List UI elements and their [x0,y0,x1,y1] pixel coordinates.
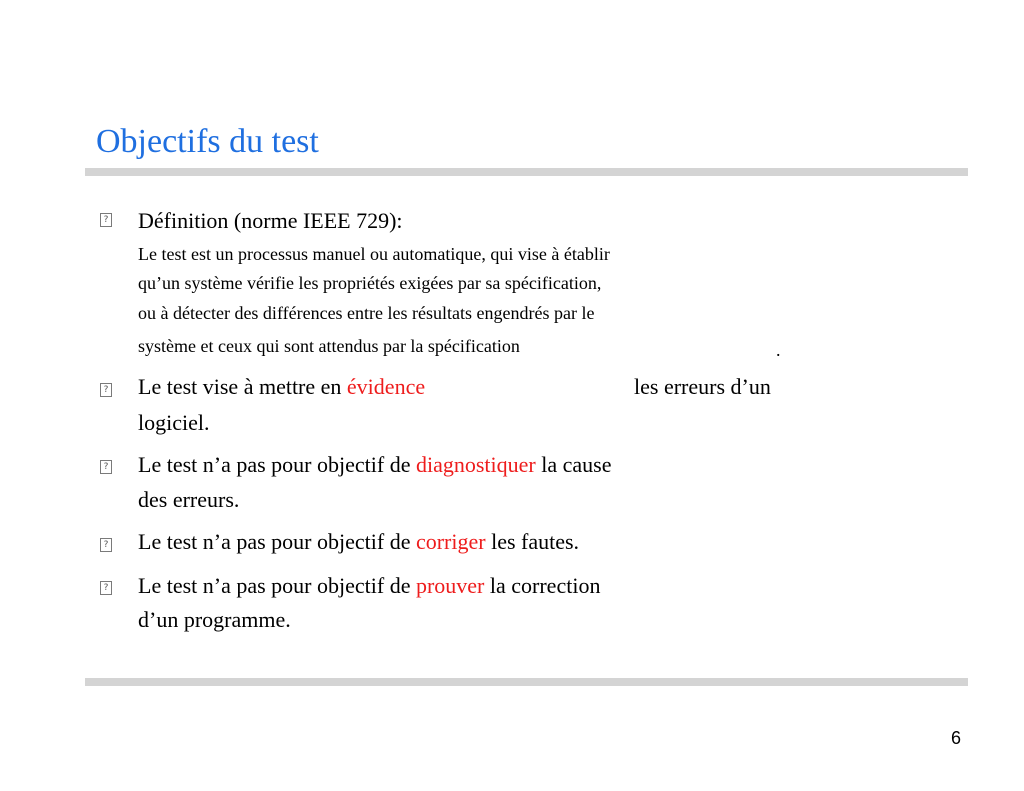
page-number: 6 [951,728,962,748]
top-divider [85,168,968,176]
bullet-text-part: Le test vise à mettre en [138,374,347,399]
bullet-text-part: les fautes. [485,529,580,554]
bullet-continuation: d’un programme. [138,607,291,632]
bullet-continuation: logiciel. [138,410,210,435]
definition-line: Le test est un processus manuel ou automatique, qui vise à établir [138,244,610,264]
bullet-text [138,450,611,480]
bullet-text-part: Le test n’a pas pour objectif de [138,573,416,598]
definition-line: ou à détecter des différences entre les résultats engendrés par le [138,303,595,323]
definition-line: qu’un système vérifie les propriétés exigées par sa spécification, [138,273,602,293]
bullet-continuation: des erreurs. [138,487,240,512]
definition-line: système et ceux qui sont attendus par la spécification [138,336,520,356]
bullet-text-part: la correction [484,573,601,598]
bullet-text [138,527,579,557]
bullet-highlight: corriger [415,529,486,554]
bullet-marker-icon: ? [100,213,112,227]
bullet-text-part: les erreurs d’un [634,374,771,399]
definition-trailing-dot: . [776,340,781,360]
bullet-highlight: prouver [415,573,485,598]
bullet-marker-icon: ? [100,538,112,552]
bottom-divider [85,678,968,686]
bullet-marker-icon: ? [100,383,112,397]
slide-title: Objectifs du test [96,123,319,160]
bullet-highlight: évidence [346,374,426,399]
bullet-marker-icon: ? [100,581,112,595]
bullet-text [138,372,425,402]
bullet-highlight: diagnostiquer [415,452,536,477]
bullet-text-part: la cause [535,452,612,477]
bullet-text-part: Le test n’a pas pour objectif de [138,529,416,554]
bullet-text [138,571,600,601]
bullet-marker-icon: ? [100,460,112,474]
definition-heading: Définition (norme IEEE 729): [138,208,403,233]
bullet-text-part: Le test n’a pas pour objectif de [138,452,416,477]
